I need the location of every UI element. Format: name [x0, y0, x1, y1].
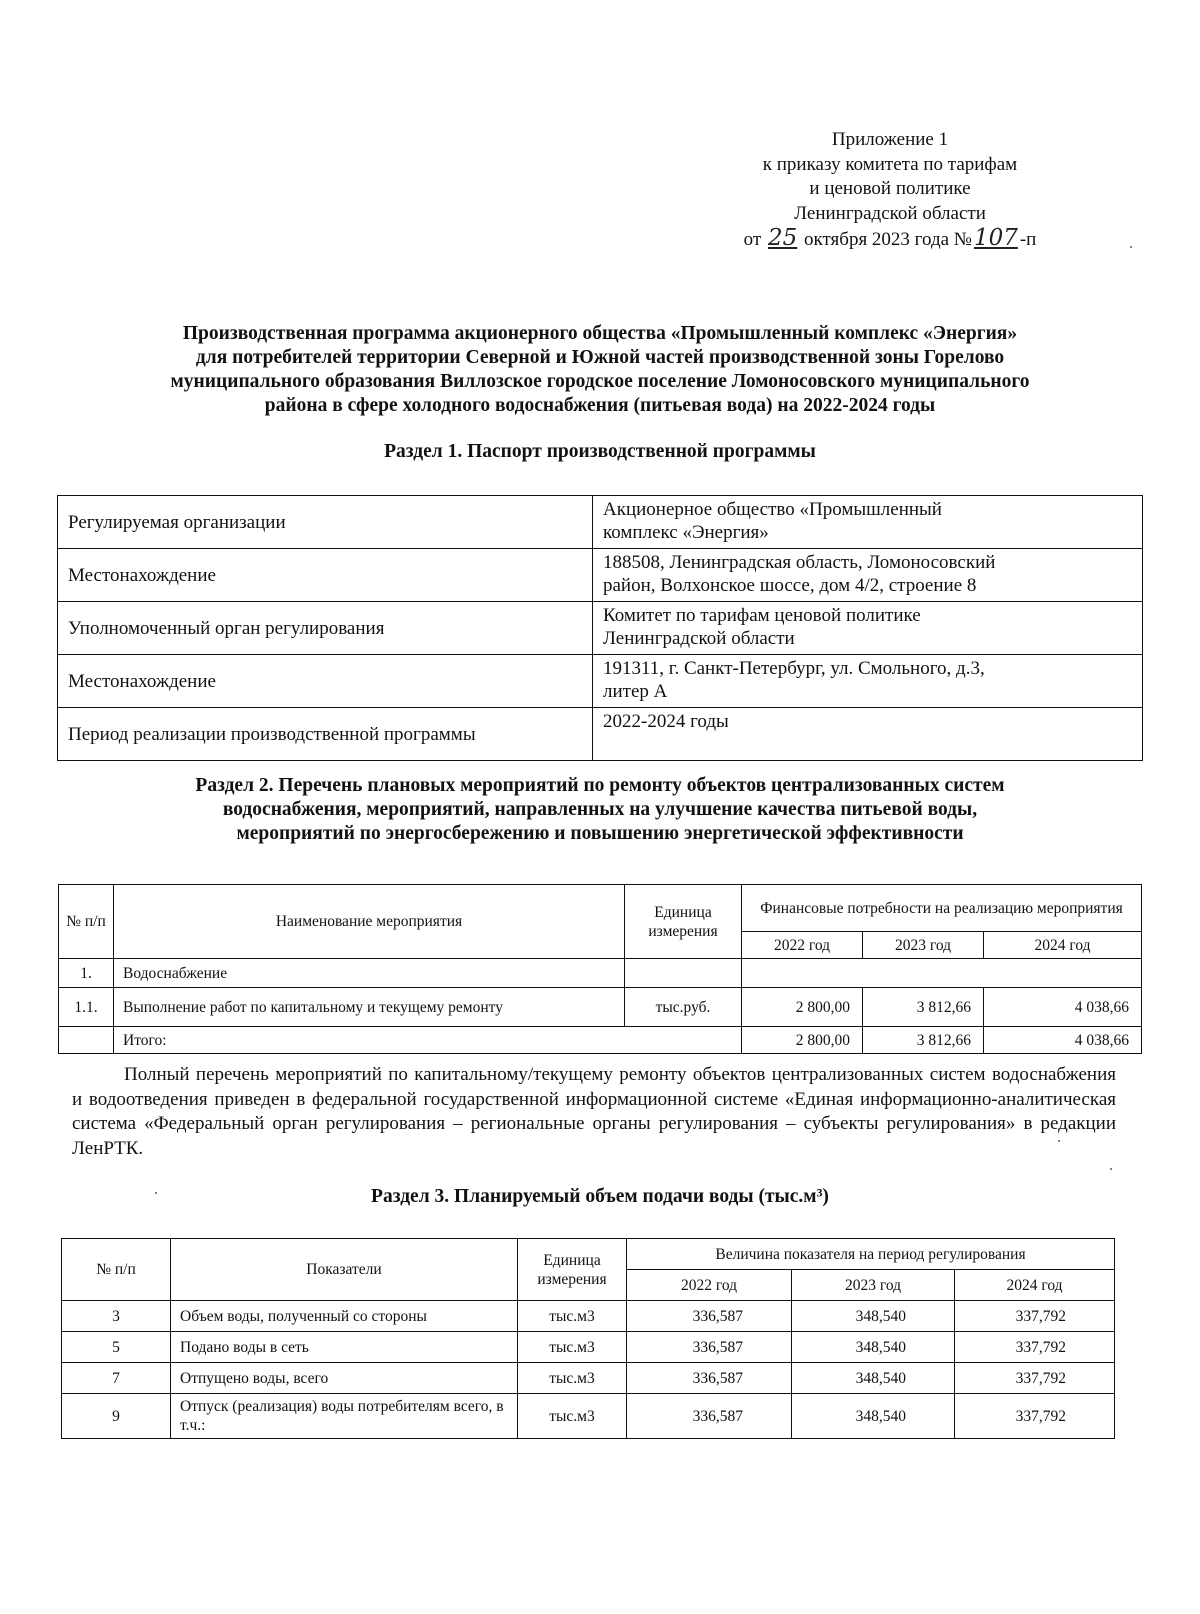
- section2-title: Раздел 2. Перечень плановых мероприятий по ремонту объектов централизованных систем водоснабжения, мероприятий, направленных на улучшение качества питьевой воды, мероприятий по энергосбережению и повышению энергетической эффективности: [195, 775, 1005, 844]
- cell-unit: [625, 959, 742, 988]
- program-title-line: Производственная программа акционерного общества «Промышленный комплекс «Энергия»: [182, 323, 1018, 344]
- header-period: Величина показателя на период регулирования: [627, 1239, 1115, 1270]
- cell-name: Выполнение работ по капитальному и текущему ремонту: [114, 988, 625, 1027]
- appendix-line: Приложение 1: [831, 129, 949, 150]
- cell-name: Объем воды, полученный со стороны: [171, 1301, 518, 1332]
- table-total-row: [59, 1027, 1142, 1054]
- date-prefix: от: [743, 229, 762, 250]
- cell-total-2024: 4 038,66: [984, 1027, 1142, 1054]
- passport-value: 191311, г. Санкт-Петербург, ул. Смольного, д.3, литер А: [593, 655, 1143, 708]
- table-row: [62, 1301, 1115, 1332]
- water-supply-table: [61, 1238, 1115, 1439]
- header-name: Показатели: [171, 1239, 518, 1301]
- scan-speck: [155, 1192, 157, 1194]
- cell-value-2024: 337,792: [955, 1332, 1115, 1363]
- cell-unit: тыс.м3: [518, 1394, 627, 1439]
- table-row: [58, 602, 1143, 655]
- full-list-note: Полный перечень мероприятий по капитальному/текущему ремонту объектов централизованных систем водоснабжения и водоотведения приведен в федеральной государственной информационной системе «Единая информационно-аналитическая система «Федеральный орган регулирования – региональные органы регулирования – субъекты регулирования» в редакции ЛенРТК.: [72, 1064, 1116, 1159]
- cell-value-2022: 336,587: [627, 1394, 792, 1439]
- table-row: [62, 1394, 1115, 1439]
- cell-name: Подано воды в сеть: [171, 1332, 518, 1363]
- table-row: [58, 549, 1143, 602]
- cell-value-2023: 348,540: [792, 1363, 955, 1394]
- repair-measures-table: [58, 884, 1142, 1054]
- header-unit: Единица измерения: [518, 1239, 627, 1301]
- table-row: [62, 1332, 1115, 1363]
- month-year: октября 2023 года №: [804, 229, 972, 250]
- program-title-line: для потребителей территории Северной и Южной частей производственной зоны Горелово: [195, 347, 1005, 368]
- cell-empty: [742, 959, 1142, 988]
- cell-value-2023: 348,540: [792, 1301, 955, 1332]
- cell-num: 5: [62, 1332, 171, 1363]
- passport-table: [57, 495, 1143, 761]
- cell-value-2022: 2 800,00: [742, 988, 863, 1027]
- handwritten-day: 25: [767, 225, 798, 251]
- header-finance: Финансовые потребности на реализацию мероприятия: [742, 885, 1142, 932]
- header-year-2024: 2024 год: [955, 1270, 1115, 1301]
- cell-value-2024: 337,792: [955, 1301, 1115, 1332]
- scan-speck: [1130, 246, 1132, 248]
- header-year-2022: 2022 год: [627, 1270, 792, 1301]
- table-header-row: [62, 1239, 1115, 1270]
- cell-num: 7: [62, 1363, 171, 1394]
- passport-key: Местонахождение: [58, 549, 593, 602]
- passport-key: Регулируемая организации: [58, 496, 593, 549]
- scan-speck: [1110, 1168, 1112, 1170]
- passport-key: Местонахождение: [58, 655, 593, 708]
- program-title: [60, 322, 1140, 418]
- cell-empty: [59, 1027, 114, 1054]
- appendix-line: к приказу комитета по тарифам: [762, 153, 1018, 175]
- table-row: [62, 1363, 1115, 1394]
- header-year-2024: 2024 год: [984, 932, 1142, 959]
- cell-value-2024: 4 038,66: [984, 988, 1142, 1027]
- header-year-2023: 2023 год: [863, 932, 984, 959]
- header-num: № п/п: [59, 885, 114, 959]
- handwritten-order-number: 107: [973, 225, 1018, 251]
- cell-num: 1.: [59, 959, 114, 988]
- cell-value-2023: 348,540: [792, 1332, 955, 1363]
- table-header-row: [59, 885, 1142, 932]
- cell-unit: тыс.руб.: [625, 988, 742, 1027]
- appendix-date-line: [620, 226, 1160, 253]
- cell-value-2024: 337,792: [955, 1363, 1115, 1394]
- passport-value: Акционерное общество «Промышленный комплекс «Энергия»: [593, 496, 1143, 549]
- order-suffix: -п: [1019, 229, 1037, 250]
- table-row: [58, 496, 1143, 549]
- cell-value-2022: 336,587: [627, 1301, 792, 1332]
- header-name: Наименование мероприятия: [114, 885, 625, 959]
- appendix-line: и ценовой политике: [809, 178, 971, 199]
- cell-total-2022: 2 800,00: [742, 1027, 863, 1054]
- appendix-header: [620, 128, 1160, 253]
- cell-num: 1.1.: [59, 988, 114, 1027]
- passport-value: 188508, Ленинградская область, Ломоносовский район, Волхонское шоссе, дом 4/2, строение 8: [593, 549, 1143, 602]
- passport-value: 2022-2024 годы: [593, 708, 1143, 761]
- cell-unit: тыс.м3: [518, 1363, 627, 1394]
- cell-num: 3: [62, 1301, 171, 1332]
- cell-name: Водоснабжение: [114, 959, 625, 988]
- table-row: [59, 959, 1142, 988]
- section3-title: Раздел 3. Планируемый объем подачи воды (тыс.м³): [371, 1186, 829, 1207]
- cell-value-2024: 337,792: [955, 1394, 1115, 1439]
- section1-title: Раздел 1. Паспорт производственной программы: [384, 441, 816, 462]
- cell-total-label: Итого:: [114, 1027, 742, 1054]
- passport-key: Уполномоченный орган регулирования: [58, 602, 593, 655]
- scan-speck: [1058, 1140, 1060, 1142]
- program-title-line: района в сфере холодного водоснабжения (питьевая вода) на 2022-2024 годы: [264, 395, 936, 416]
- cell-unit: тыс.м3: [518, 1332, 627, 1363]
- passport-key: Период реализации производственной программы: [58, 708, 593, 761]
- program-title-line: муниципального образования Виллозское городское поселение Ломоносовского муниципального: [170, 371, 1030, 392]
- cell-value-2022: 336,587: [627, 1332, 792, 1363]
- header-unit: Единица измерения: [625, 885, 742, 959]
- table-row: [59, 988, 1142, 1027]
- cell-name: Отпуск (реализация) воды потребителям всего, в т.ч.:: [171, 1394, 518, 1439]
- header-num: № п/п: [62, 1239, 171, 1301]
- table-row: [58, 655, 1143, 708]
- cell-num: 9: [62, 1394, 171, 1439]
- header-year-2023: 2023 год: [792, 1270, 955, 1301]
- header-year-2022: 2022 год: [742, 932, 863, 959]
- cell-value-2023: 348,540: [792, 1394, 955, 1439]
- cell-unit: тыс.м3: [518, 1301, 627, 1332]
- cell-name: Отпущено воды, всего: [171, 1363, 518, 1394]
- cell-total-2023: 3 812,66: [863, 1027, 984, 1054]
- cell-value-2022: 336,587: [627, 1363, 792, 1394]
- cell-value-2023: 3 812,66: [863, 988, 984, 1027]
- passport-value: Комитет по тарифам ценовой политике Ленинградской области: [593, 602, 1143, 655]
- appendix-line: Ленинградской области: [794, 202, 986, 224]
- table-row: [58, 708, 1143, 761]
